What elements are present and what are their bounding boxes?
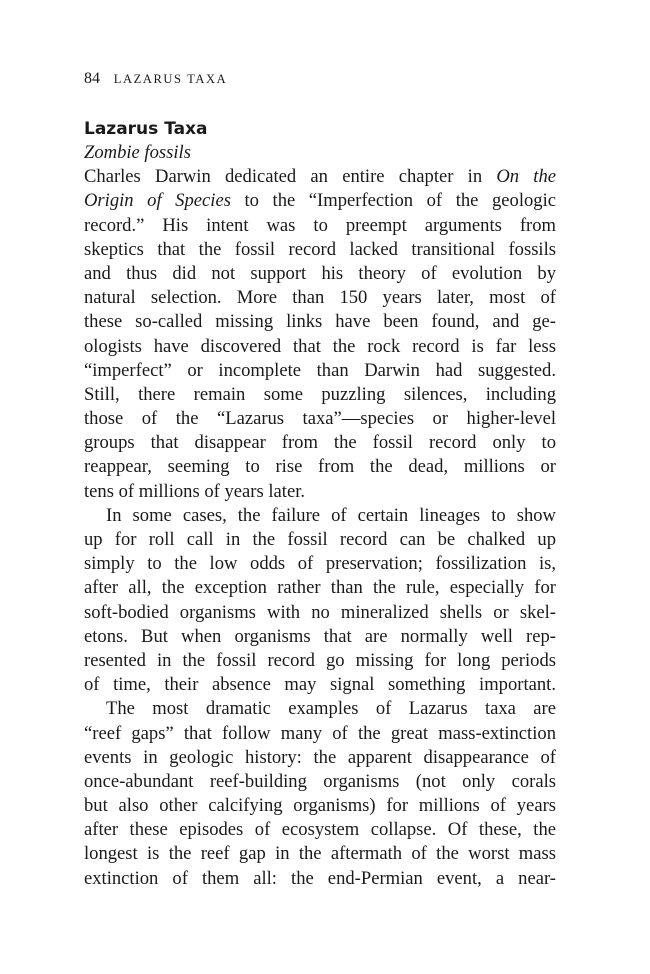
running-head-title: LAZARUS TAXA [113,72,228,86]
body-line: “reef gaps” that follow many of the great mass-extinction [84,722,556,744]
body-line: tens of millions of years later. [84,480,306,502]
running-head [84,70,227,88]
body-line: ologists have discovered that the rock record is far less [84,335,556,357]
book-page [84,0,556,974]
body-line: etons. But when organisms that are normally well rep- [84,625,556,647]
body-line: Still, there remain some puzzling silences, including [84,383,556,405]
body-line: once-abundant reef-building organisms (not only corals [84,770,556,792]
body-line: skeptics that the fossil record lacked transitional fossils [84,238,556,260]
body-line: soft-bodied organisms with no mineralized shells or skel- [84,601,556,623]
body-line: those of the “Lazarus taxa”—species or higher-level [84,408,556,430]
body-line: In some cases, the failure of certain lineages to show [106,504,556,526]
body-line: longest is the reef gap in the aftermath of the worst mass [84,843,556,865]
body-line: after all, the exception rather than the rule, especially for [84,577,556,599]
page-number: 84 [84,70,100,87]
body-line: groups that disappear from the fossil record only to [84,432,556,454]
body-line: these so-called missing links have been found, and ge- [84,311,556,333]
body-line: Origin of Species to the “Imperfection of the geologic [84,190,556,212]
body-line: Charles Darwin dedicated an entire chapter in On the [84,166,556,188]
body-line: record.” His intent was to preempt arguments from [84,214,556,236]
body-line: The most dramatic examples of Lazarus taxa are [106,698,556,720]
body-line: but also other calcifying organisms) for millions of years [84,795,556,817]
body-line: “imperfect” or incomplete than Darwin had suggested. [84,359,556,381]
entry-title: Lazarus Taxa [84,119,208,139]
body-line: up for roll call in the fossil record can be chalked up [84,529,556,550]
body-line: resented in the fossil record go missing for long periods [84,649,556,671]
entry-body [84,141,556,891]
body-line: of time, their absence may signal something important. [84,674,556,696]
body-line: after these episodes of ecosystem collapse. Of these, the [84,819,556,841]
body-line: events in geologic history: the apparent disappearance of [84,746,556,768]
body-line: and thus did not support his theory of evolution by [84,262,556,284]
body-line: reappear, seeming to rise from the dead, millions or [84,456,556,478]
body-line: extinction of them all: the end-Permian event, a near- [84,867,556,889]
body-line: simply to the low odds of preservation; fossilization is, [84,553,556,575]
entry-subtitle: Zombie fossils [84,142,191,163]
body-line: natural selection. More than 150 years later, most of [84,287,556,309]
